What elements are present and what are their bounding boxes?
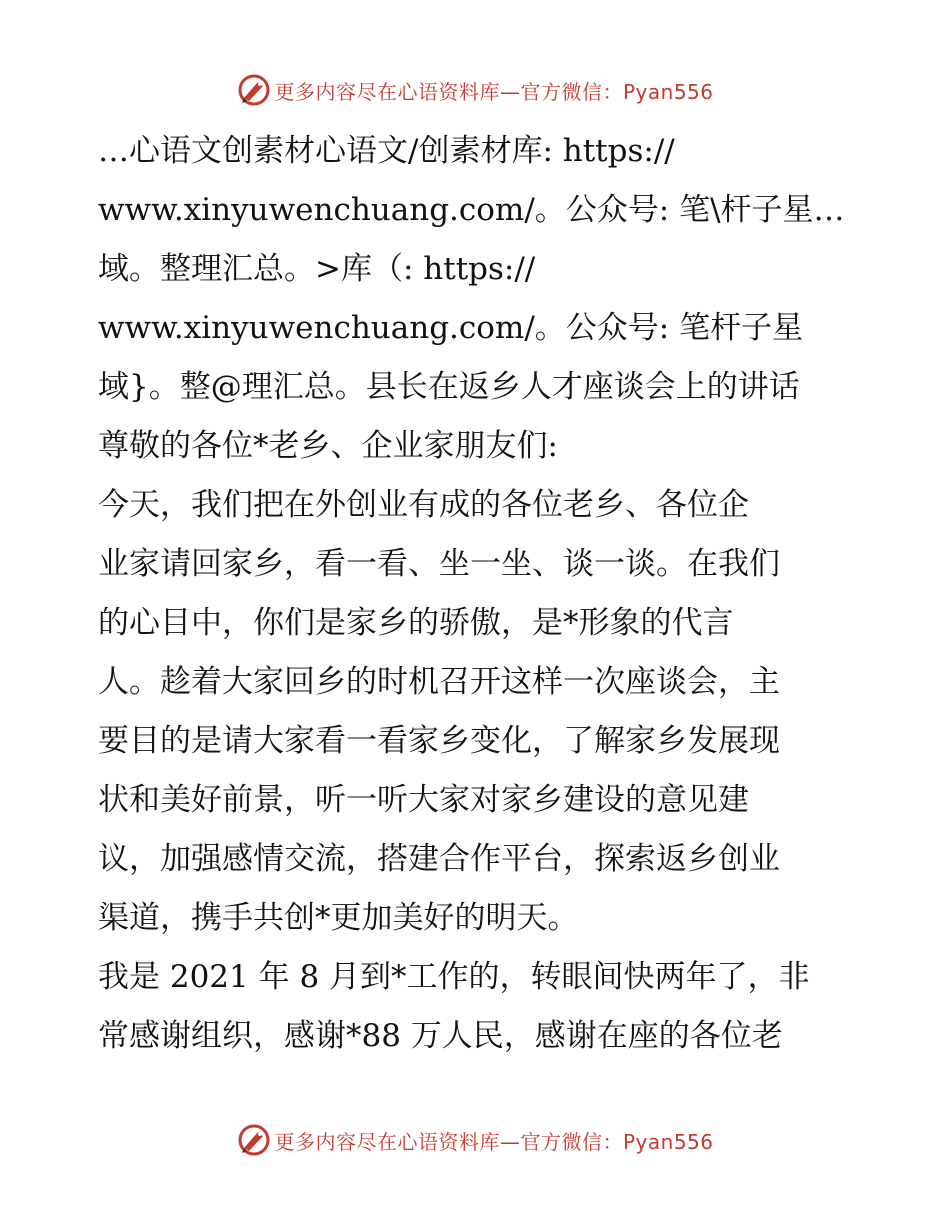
text-line: 域。整理汇总。>库（: https:// (98, 251, 536, 287)
watermark-label: 更多内容尽在心语资料库—官方微信： (274, 1129, 623, 1154)
text-line: www.xinyuwenchuang.com/。公众号: 笔杆子星 (98, 310, 804, 346)
footer-watermark-banner (0, 1120, 950, 1160)
watermark-text (274, 76, 713, 105)
watermark-text (274, 1126, 713, 1155)
text-line: …心语文创素材心语文/创素材库: https:// (98, 133, 675, 169)
paragraph-line: 要目的是请大家看一看家乡变化，了解家乡发展现 (98, 723, 780, 759)
header-watermark-banner (0, 70, 950, 110)
paragraph-line: 常感谢组织，感谢*88 万人民，感谢在座的各位老 (98, 1018, 783, 1054)
paragraph-line: 的心目中，你们是家乡的骄傲，是*形象的代言 (98, 605, 734, 641)
salutation-line: 尊敬的各位*老乡、企业家朋友们: (98, 428, 558, 464)
watermark-label: 更多内容尽在心语资料库—官方微信： (274, 79, 623, 104)
wechat-handle: Pyan556 (622, 79, 714, 104)
document-body (98, 122, 858, 1066)
wechat-handle: Pyan556 (622, 1129, 714, 1154)
pen-circle-logo-icon (236, 1122, 272, 1158)
paragraph-line: 我是 2021 年 8 月到*工作的，转眼间快两年了，非 (98, 959, 810, 995)
paragraph-line: 今天，我们把在外创业有成的各位老乡、各位企 (98, 487, 749, 523)
paragraph-line: 议，加强感情交流，搭建合作平台，探索返乡创业 (98, 841, 780, 877)
paragraph-line: 渠道，携手共创*更加美好的明天。 (98, 900, 579, 936)
document-title-line: 域}。整@理汇总。县长在返乡人才座谈会上的讲话 (98, 369, 800, 405)
paragraph-line: 人。趁着大家回乡的时机召开这样一次座谈会，主 (98, 664, 780, 700)
text-line: www.xinyuwenchuang.com/。公众号: 笔\杆子星… (98, 192, 845, 228)
paragraph-line: 业家请回家乡，看一看、坐一坐、谈一谈。在我们 (98, 546, 780, 582)
paragraph-line: 状和美好前景，听一听大家对家乡建设的意见建 (98, 782, 749, 818)
pen-circle-logo-icon (236, 72, 272, 108)
